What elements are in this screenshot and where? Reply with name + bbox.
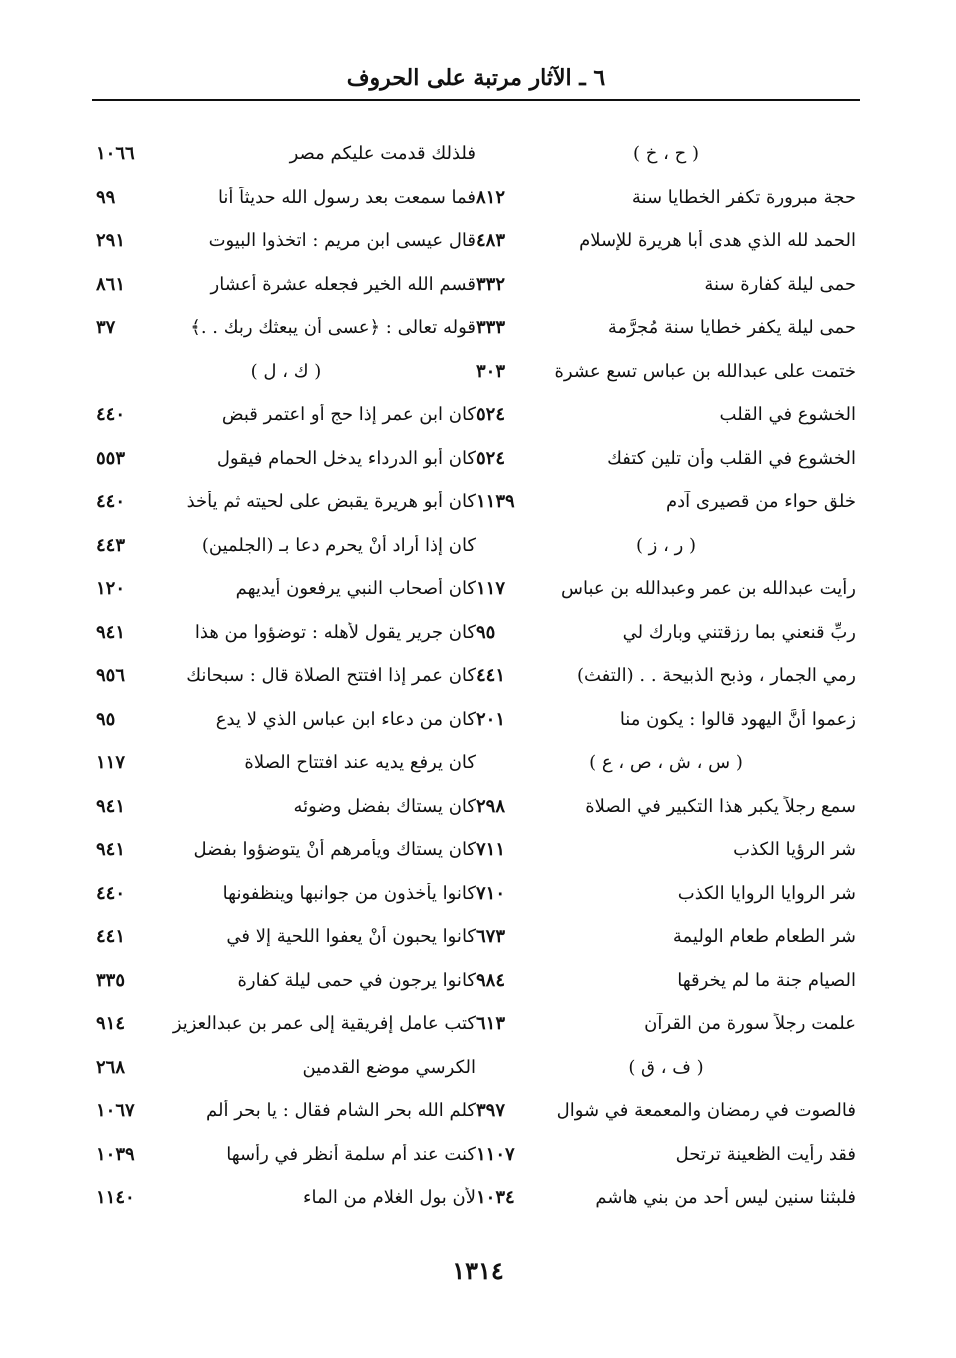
entry-text: قال عيسى ابن مريم : اتخذوا البيوت (208, 230, 476, 252)
index-entry (96, 219, 476, 263)
entry-text: فلبثنا سنين ليس أحد من بني هاشم (595, 1187, 856, 1209)
entry-text: كان جرير يقول لأهله : توضؤوا من هذا (194, 621, 476, 643)
index-entry (96, 611, 476, 655)
entry-text: حجة مبرورة تكفر الخطايا سنة (631, 186, 856, 208)
index-entry (96, 263, 476, 307)
index-entry (96, 1089, 476, 1133)
entry-number: ٩٤١ (96, 621, 126, 643)
index-entry (96, 132, 476, 176)
entry-text: الخشوع في القلب (719, 404, 856, 426)
entry-text: شر الروايا الروايا الكذب (677, 882, 856, 904)
section-letters: ( ك ، ل ) (250, 360, 322, 382)
entry-number: ٩٥ (96, 708, 116, 730)
entry-number: ٩٥٦ (96, 665, 126, 687)
index-entry (96, 567, 476, 611)
index-entry (476, 306, 856, 350)
index-entry (96, 654, 476, 698)
entry-number: ٣٣٣ (476, 317, 506, 339)
entry-text: ختمت على عبدالله بن عباس تسع عشرة (554, 360, 856, 382)
entry-text: شر الرؤيا الكذب (733, 839, 856, 861)
entry-number: ٩٤١ (96, 839, 126, 861)
entry-text: الصيام جنة ما لم يخرقها (677, 969, 856, 991)
index-entry (96, 741, 476, 785)
index-entry (96, 959, 476, 1003)
entry-number: ٣٩٧ (476, 1100, 506, 1122)
entry-text: زعموا أنَّ اليهود قالوا : يكون منا (619, 708, 856, 730)
entry-number: ٩٨٤ (476, 969, 506, 991)
index-entry (476, 654, 856, 698)
index-entry (476, 698, 856, 742)
entry-text: كان أبو الدرداء يدخل الحمام فيقول (216, 447, 476, 469)
entry-text: خلق حواء من قصيرى آدم (665, 491, 856, 513)
entry-number: ٧١١ (476, 839, 506, 861)
running-header: ٦ ـ الآثار مرتبة على الحروف (346, 65, 606, 91)
entry-number: ٩١٤ (96, 1013, 126, 1035)
index-entry (96, 1002, 476, 1046)
index-entry (476, 1089, 856, 1133)
entry-text: فما سمعت بعد رسول الله حديثاً أنا (217, 186, 476, 208)
entry-text: الكرسي موضع القدمين (302, 1056, 476, 1078)
entry-text: كان إذا أراد أنْ يحرم دعا بـ (الجلمين) (201, 534, 476, 556)
index-entry (476, 1002, 856, 1046)
entry-number: ٧١٠ (476, 882, 506, 904)
entry-number: ١١٠٧ (476, 1143, 515, 1165)
entry-text: لأن بول الغلام من الماء (303, 1187, 476, 1209)
entry-number: ٣٣٢ (476, 273, 506, 295)
entry-number: ٩٩ (96, 186, 116, 208)
entry-text: كان أبو هريرة يقبض على لحيته ثم يأخذ (186, 491, 476, 513)
entry-number: ١١٣٩ (476, 491, 515, 513)
index-entry (96, 828, 476, 872)
index-entry (476, 567, 856, 611)
index-entry (96, 872, 476, 916)
entry-text: رمي الجمار ، وذبح الذبيحة . . (التفث) (576, 665, 856, 687)
index-entry (476, 263, 856, 307)
entry-text: كان عمر إذا افتتح الصلاة قال : سبحانك (186, 665, 476, 687)
index-column-right (476, 132, 856, 1220)
index-entry (476, 350, 856, 394)
index-entry (96, 915, 476, 959)
section-heading (96, 350, 476, 394)
index-entry (96, 176, 476, 220)
entry-number: ١٢٠ (96, 578, 126, 600)
entry-text: كنت عند أم سلمة أنظر في رأسها (226, 1143, 476, 1165)
entry-text: كان يستاك بفضل وضوئه (293, 795, 476, 817)
entry-number: ١٠٣٩ (96, 1143, 135, 1165)
entry-number: ٣٠٣ (476, 360, 506, 382)
index-entry (476, 480, 856, 524)
index-entry (96, 393, 476, 437)
index-entry (476, 785, 856, 829)
index-entry (476, 1133, 856, 1177)
section-letters: ( ح ، خ ) (633, 143, 699, 165)
index-entry (96, 785, 476, 829)
index-entry (96, 1046, 476, 1090)
entry-number: ٦٧٣ (476, 926, 506, 948)
entry-text: كتب عامل إفريقية إلى عمر بن عبدالعزيز (172, 1013, 476, 1035)
section-heading (476, 741, 856, 785)
entry-number: ١٠٦٦ (96, 143, 135, 165)
entry-number: ٢٦٨ (96, 1056, 126, 1078)
index-entry (96, 524, 476, 568)
entry-text: قسم الله الخير فجعله عشرة أعشار (210, 273, 476, 295)
entry-text: كانوا يأخذون من جوانبها وينظفونها (222, 882, 476, 904)
entry-number: ٤٤٠ (96, 404, 126, 426)
index-entry (96, 306, 476, 350)
section-letters: ( ف ، ق ) (628, 1056, 704, 1078)
entry-number: ٤٤٠ (96, 491, 126, 513)
entry-number: ٥٥٣ (96, 447, 126, 469)
entry-text: قوله تعالى : ﴿عسى أن يبعثك ربك . .﴾ (190, 317, 476, 339)
entry-number: ٥٢٤ (476, 404, 506, 426)
index-entry (476, 828, 856, 872)
entry-text: كلم الله بحر الشام فقال : يا بحر ألم (206, 1100, 476, 1122)
entry-number: ١١٧ (96, 752, 126, 774)
entry-text: الخشوع في القلب وأن تلين كتفك (607, 447, 856, 469)
index-entry (476, 176, 856, 220)
index-entry (476, 393, 856, 437)
entry-number: ١١٤٠ (96, 1187, 135, 1209)
section-heading (476, 132, 856, 176)
entry-text: كان يرفع يديه عند افتتاح الصلاة (244, 752, 476, 774)
entry-number: ٨٦١ (96, 273, 126, 295)
entry-number: ١٠٣٤ (476, 1187, 515, 1209)
entry-number: ٤٤١ (476, 665, 506, 687)
index-entry (476, 219, 856, 263)
section-letters: ( س ، ش ، ص ، ع ) (589, 752, 743, 774)
entry-number: ٢٩٨ (476, 795, 506, 817)
entry-text: كان أصحاب النبي يرفعون أيديهم (235, 578, 476, 600)
entry-text: كان ابن عمر إذا حج أو اعتمر قبض (221, 404, 476, 426)
entry-number: ٣٣٥ (96, 969, 126, 991)
section-letters: ( ر ، ز ) (635, 534, 697, 556)
index-entry (476, 1176, 856, 1220)
index-entry (476, 611, 856, 655)
entry-text: فقد رأيت الظعينة ترتحل (675, 1143, 856, 1165)
entry-text: فلذلك قدمت عليكم مصر (289, 143, 476, 165)
entry-number: ١١٧ (476, 578, 506, 600)
entry-number: ٩٥ (476, 621, 496, 643)
index-entry (476, 872, 856, 916)
entry-text: كان من دعاء ابن عباس الذي لا يدع (215, 708, 476, 730)
entry-text: رأيت عبدالله بن عمر وعبدالله بن عباس (561, 578, 856, 600)
entry-text: كان يستاك ويأمرهم أنْ يتوضؤوا بفضل (193, 839, 476, 861)
index-entry (96, 1176, 476, 1220)
entry-text: فالصوت في رمضان والمعمعة في شوال (556, 1100, 856, 1122)
header-rule (92, 99, 860, 101)
entry-text: الحمد لله الذي هدى أبا هريرة للإسلام (579, 230, 856, 252)
index-entry (96, 698, 476, 742)
section-heading (476, 524, 856, 568)
page-number: ١٣١٤ (452, 1256, 504, 1285)
entry-number: ٤٤١ (96, 926, 126, 948)
entry-text: شر الطعام طعام الوليمة (672, 926, 856, 948)
entry-number: ٤٤٠ (96, 882, 126, 904)
entry-number: ٤٤٣ (96, 534, 126, 556)
entry-number: ٢٩١ (96, 230, 126, 252)
entry-number: ٣٧ (96, 317, 116, 339)
section-heading (476, 1046, 856, 1090)
index-column-left (96, 132, 476, 1220)
entry-text: سمع رجلاً يكبر هذا التكبير في الصلاة (585, 795, 856, 817)
entry-text: حمى ليلة يكفر خطايا سنة مُجرَّمة (607, 317, 856, 339)
entry-number: ٩٤١ (96, 795, 126, 817)
entry-number: ٥٢٤ (476, 447, 506, 469)
entry-number: ٤٨٣ (476, 230, 506, 252)
index-entry (476, 915, 856, 959)
entry-number: ٢٠١ (476, 708, 506, 730)
index-entry (476, 437, 856, 481)
entry-number: ٨١٢ (476, 186, 506, 208)
index-entry (96, 480, 476, 524)
entry-text: حمى ليلة كفارة سنة (704, 273, 856, 295)
entry-number: ١٠٦٧ (96, 1100, 135, 1122)
entry-text: كانوا يرجون في حمى ليلة كفارة (237, 969, 476, 991)
entry-text: علمت رجلاً سورة من القرآن (644, 1013, 856, 1035)
index-entry (476, 959, 856, 1003)
index-entry (96, 437, 476, 481)
entry-text: ربِّ قنعني بما رزقتني وبارك لي (622, 621, 856, 643)
entry-number: ٦١٣ (476, 1013, 506, 1035)
index-entry (96, 1133, 476, 1177)
entry-text: كانوا يحبون أنْ يعفوا اللحية إلا في (226, 926, 476, 948)
